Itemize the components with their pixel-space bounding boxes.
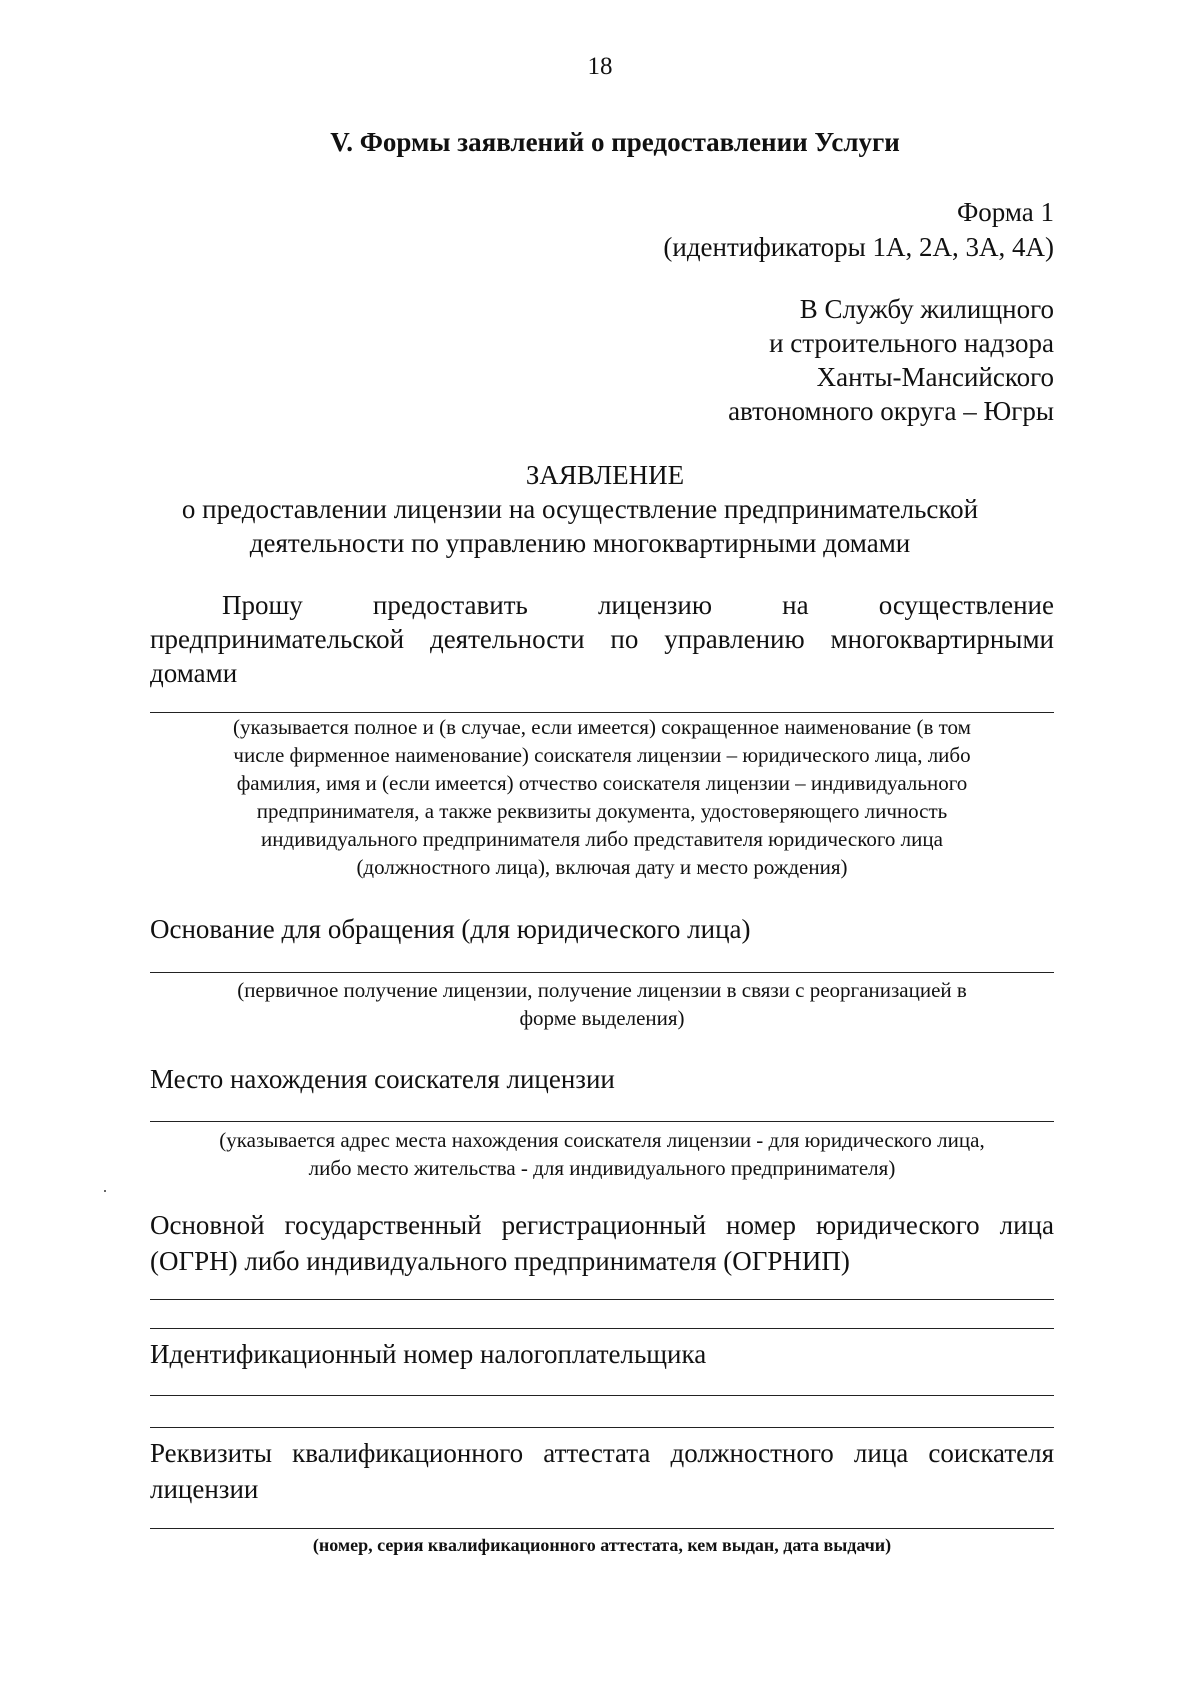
inn-input-line[interactable] <box>150 1395 1054 1396</box>
statement-subtitle-line: деятельности по управлению многоквартирными домами <box>249 528 911 558</box>
basis-note-line: (первичное получение лицензии, получение лицензии в связи с реорганизацией в <box>237 978 967 1002</box>
certificate-note: (номер, серия квалификационного аттестата, кем выдан, дата выдачи) <box>312 1535 892 1555</box>
location-note-line: (указывается адрес места нахождения соискателя лицензии - для юридического лица, <box>219 1128 985 1152</box>
section-title: V. Формы заявлений о предоставлении Услуги <box>330 127 900 157</box>
location-label: Место нахождения соискателя лицензии <box>150 1064 615 1094</box>
ogrn-label-line: (ОГРН) либо индивидуального предпринимателя (ОГРНИП) <box>150 1246 850 1276</box>
ogrn-label-line: Основной государственный регистрационный номер юридического лица <box>150 1210 1054 1240</box>
request-line: предпринимательской деятельности по управлению многоквартирными <box>150 624 1054 654</box>
inn-label: Идентификационный номер налогоплательщика <box>150 1339 707 1369</box>
certificate-label-line: Реквизиты квалификационного аттестата должностного лица соискателя <box>150 1438 1054 1468</box>
page-number: 18 <box>587 53 613 80</box>
request-line: домами <box>150 658 238 688</box>
ogrn-input-line[interactable] <box>150 1299 1054 1300</box>
certificate-input-line[interactable] <box>150 1528 1054 1529</box>
basis-label: Основание для обращения (для юридического лица) <box>150 914 751 944</box>
request-line: Прошу предоставить лицензию на осуществление <box>222 590 1054 620</box>
applicant-note-line: (указывается полное и (в случае, если имеется) сокращенное наименование (в том <box>233 715 971 739</box>
form-label: Форма 1 <box>956 197 1054 227</box>
applicant-note-line: числе фирменное наименование) соискателя лицензии – юридического лица, либо <box>233 743 971 767</box>
ogrn-input-line[interactable] <box>150 1328 1054 1329</box>
basis-note-line: форме выделения) <box>519 1006 685 1030</box>
basis-input-line[interactable] <box>150 972 1054 973</box>
certificate-label-line: лицензии <box>150 1474 259 1504</box>
statement-subtitle-line: о предоставлении лицензии на осуществление предпринимательской <box>181 494 979 524</box>
location-input-line[interactable] <box>150 1121 1054 1122</box>
form-identifiers: (идентификаторы 1А, 2А, 3А, 4А) <box>663 232 1054 262</box>
addressee-line: В Службу жилищного <box>799 294 1054 324</box>
scan-speck <box>104 1190 106 1192</box>
applicant-note-line: индивидуального предпринимателя либо представителя юридического лица <box>261 827 943 851</box>
applicant-input-line[interactable] <box>150 712 1054 713</box>
location-note-line: либо место жительства - для индивидуального предпринимателя) <box>308 1156 896 1180</box>
inn-input-line[interactable] <box>150 1427 1054 1428</box>
applicant-note-line: предпринимателя, а также реквизиты документа, удостоверяющего личность <box>256 799 948 823</box>
statement-title: ЗАЯВЛЕНИЕ <box>525 460 685 490</box>
addressee-line: автономного округа – Югры <box>728 396 1054 426</box>
addressee-line: Ханты-Мансийского <box>816 362 1054 392</box>
applicant-note-line: (должностного лица), включая дату и место рождения) <box>356 855 848 879</box>
applicant-note-line: фамилия, имя и (если имеется) отчество соискателя лицензии – индивидуального <box>236 771 968 795</box>
addressee-line: и строительного надзора <box>769 328 1054 358</box>
